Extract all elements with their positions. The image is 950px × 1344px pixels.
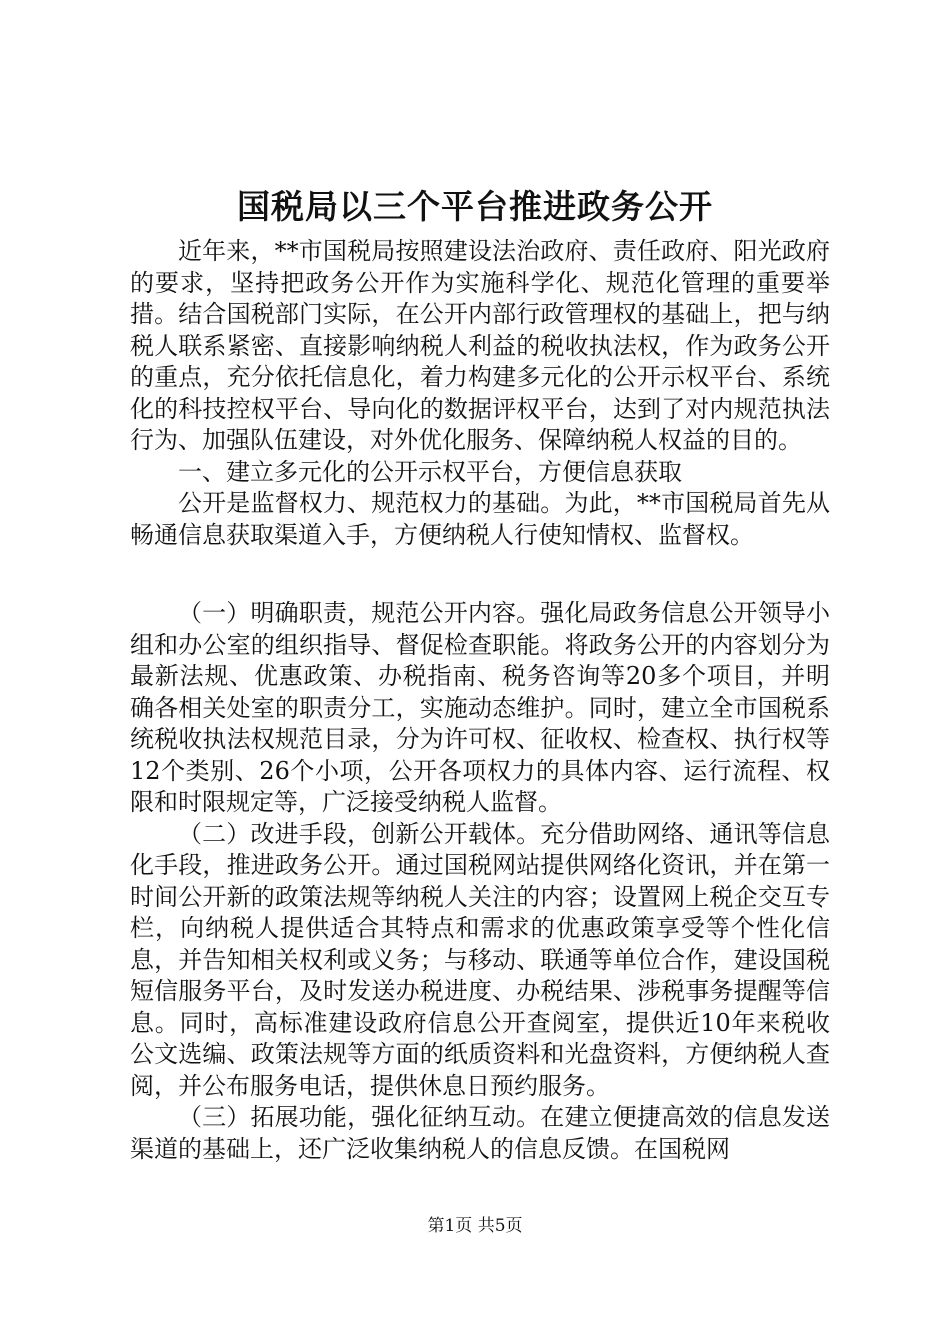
paragraph-section-1-intro: 公开是监督权力、规范权力的基础。为此，**市国税局首先从畅通信息获取渠道入手，方便纳税人行使知情权、监督权。	[130, 489, 830, 549]
body-section-2	[130, 598, 830, 1165]
body-section-1	[130, 236, 830, 551]
page-footer: 第1页 共5页	[427, 1216, 523, 1236]
paragraph-intro: 近年来，**市国税局按照建设法治政府、责任政府、阳光政府的要求，坚持把政务公开作为实施科学化、规范化管理的重要举措。结合国税部门实际，在公开内部行政管理权的基础上，把与纳税人联系紧密、直接影响纳税人利益的税收执法权，作为政务公开的重点，充分依托信息化，着力构建多元化的公开示权平台、系统化的科技控权平台、导向化的数据评权平台，达到了对内规范执法行为、加强队伍建设，对外优化服务、保障纳税人权益的目的。	[130, 237, 830, 454]
section-heading-1: 一、建立多元化的公开示权平台，方便信息获取	[178, 457, 682, 486]
paragraph-subsection-1: （一）明确职责，规范公开内容。强化局政务信息公开领导小组和办公室的组织指导、督促检查职能。将政务公开的内容划分为最新法规、优惠政策、办税指南、税务咨询等20多个项目，并明确各相关处室的职责分工，实施动态维护。同时，建立全市国税系统税收执法权规范目录，分为许可权、征收权、检查权、执行权等12个类别、26个小项，公开各项权力的具体内容、运行流程、权限和时限规定等，广泛接受纳税人监督。	[130, 599, 830, 816]
paragraph-subsection-2: （二）改进手段，创新公开载体。充分借助网络、通讯等信息化手段，推进政务公开。通过国税网站提供网络化资讯，并在第一时间公开新的政策法规等纳税人关注的内容；设置网上税企交互专栏，向纳税人提供适合其特点和需求的优惠政策享受等个性化信息，并告知相关权利或义务；与移动、联通等单位合作，建设国税短信服务平台，及时发送办税进度、办税结果、涉税事务提醒等信息。同时，高标准建设政府信息公开查阅室，提供近10年来税收公文选编、政策法规等方面的纸质资料和光盘资料，方便纳税人查阅，并公布服务电话，提供休息日预约服务。	[130, 819, 830, 1100]
paragraph-subsection-3: （三）拓展功能，强化征纳互动。在建立便捷高效的信息发送渠道的基础上，还广泛收集纳税人的信息反馈。在国税网	[130, 1103, 830, 1163]
document-title: 国税局以三个平台推进政务公开	[237, 187, 713, 226]
